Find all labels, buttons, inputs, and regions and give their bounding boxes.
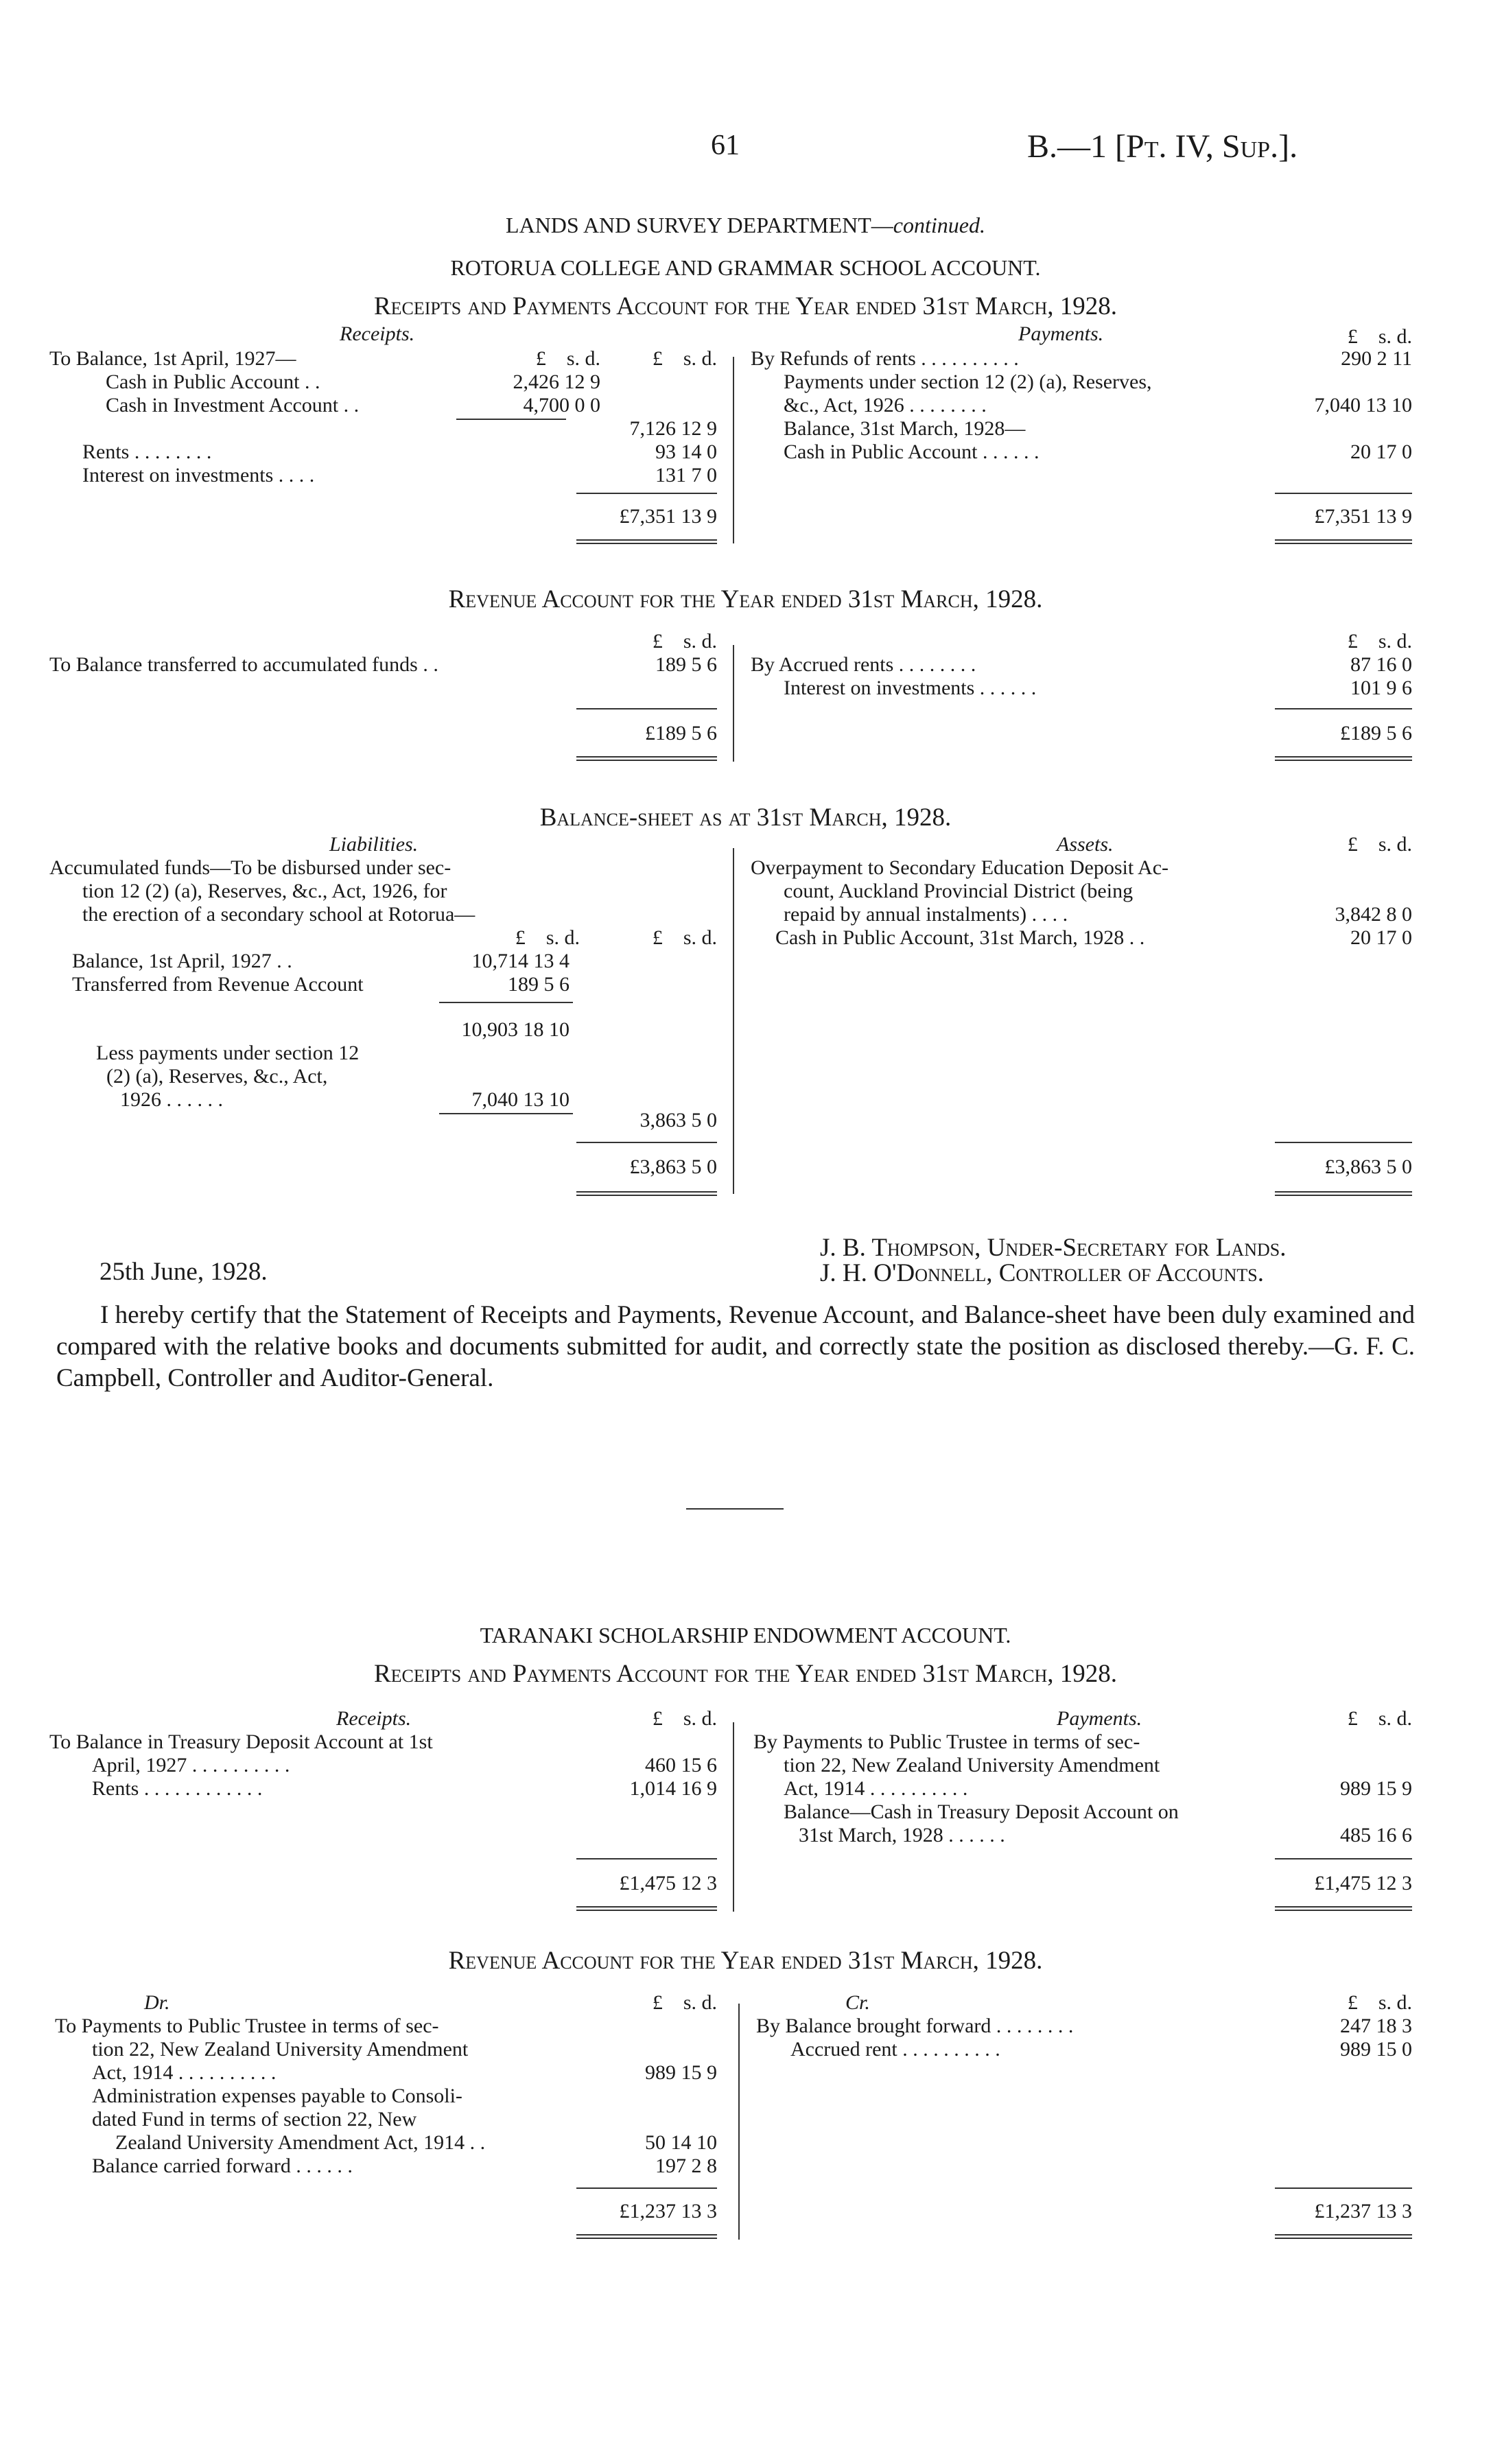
ledger-line: Zealand University Amendment Act, 1914 . . xyxy=(115,2131,486,2154)
ledger-line: To Balance transferred to accumulated funds . . xyxy=(49,653,438,676)
money-head xyxy=(583,1991,717,2015)
money-head xyxy=(583,630,717,653)
ledger-line: tion 12 (2) (a), Reserves, &c., Act, 1926, for xyxy=(82,880,447,902)
taranaki-account-title: TARANAKI SCHOLARSHIP ENDOWMENT ACCOUNT. xyxy=(480,1623,1011,1647)
ledger-line: Balance, 31st March, 1928— xyxy=(784,417,1026,440)
ledger-line: By Payments to Public Trustee in terms of sec- xyxy=(753,1730,1140,1753)
amount: 3,842 8 0 xyxy=(1335,903,1412,926)
section-divider xyxy=(686,1508,784,1510)
department-title-suffix: continued. xyxy=(893,213,985,237)
money-head xyxy=(1263,630,1412,653)
amount: 460 15 6 xyxy=(645,1754,717,1776)
ledger-line: count, Auckland Provincial District (being xyxy=(784,880,1134,902)
pence-head: d. xyxy=(701,630,717,653)
department-title-text: LANDS AND SURVEY DEPARTMENT— xyxy=(506,213,893,237)
ledger-line: the erection of a secondary school at Rotorua— xyxy=(82,903,476,926)
amount: 3,863 5 0 xyxy=(639,1109,717,1131)
total-left: £1,237 13 3 xyxy=(619,2200,717,2222)
amount: 20 17 0 xyxy=(1350,441,1412,463)
ledger-line: Rents . . . . . . . . . . . . xyxy=(92,1777,263,1800)
ledger-line: tion 22, New Zealand University Amendment xyxy=(92,2038,469,2061)
sub-money-head xyxy=(425,926,580,950)
signature-controller: J. H. O'Donnell, Controller of Accounts. xyxy=(820,1259,1264,1287)
shilling-head: s. xyxy=(545,926,559,949)
ledger-line: 1926 . . . . . . xyxy=(120,1088,223,1111)
ledger-line: Cash in Investment Account . . xyxy=(106,394,360,416)
pence-head: d. xyxy=(1396,1991,1412,2014)
signature-under-secretary: J. B. Thompson, Under-Secretary for Lands. xyxy=(820,1234,1287,1262)
ledger-line: To Balance, 1st April, 1927— xyxy=(49,347,296,370)
total-left: £189 5 6 xyxy=(645,722,717,744)
ledger-line: dated Fund in terms of section 22, New xyxy=(92,2108,417,2131)
amount: 989 15 9 xyxy=(645,2061,717,2084)
pound-head: £ xyxy=(1347,1991,1358,2014)
pence-head: d. xyxy=(1396,833,1412,856)
taranaki-rev-heading: Revenue Account for the Year ended 31st March, 1928. xyxy=(448,1947,1043,1975)
ledger-line: Payments under section 12 (2) (a), Reserves, xyxy=(784,371,1152,393)
ledger-line: 31st March, 1928 . . . . . . xyxy=(799,1824,1005,1846)
ledger-line: Balance—Cash in Treasury Deposit Account on xyxy=(784,1800,1179,1823)
ledger-line: Interest on investments . . . . . . xyxy=(784,677,1037,699)
money-head xyxy=(1263,833,1412,856)
amount: 290 2 11 xyxy=(1341,347,1412,370)
dr-label: Dr. xyxy=(144,1991,170,2014)
amount-money-head xyxy=(583,347,717,371)
audit-certificate: I hereby certify that the Statement of Receipts and Payments, Revenue Account, and Balance-sheet have been duly examined and compared with the relative books and documents submitted for audit, and correctly state the position as disclosed thereby.—G. F. C. Campbell, Controller and Auditor-General. xyxy=(56,1301,1415,1392)
document-reference: B.—1 [Pt. IV, Sup.]. xyxy=(1027,128,1298,165)
shilling-head: s. xyxy=(566,347,580,370)
shilling-head: s. xyxy=(1378,833,1392,856)
payments-label: Payments. xyxy=(1018,322,1104,345)
ledger-line: Interest on investments . . . . xyxy=(82,464,315,486)
shilling-head: s. xyxy=(683,926,696,949)
pound-head: £ xyxy=(652,926,663,949)
ledger-line: Overpayment to Secondary Education Deposit Ac- xyxy=(751,856,1169,879)
pound-head: £ xyxy=(1347,630,1358,653)
pound-head: £ xyxy=(652,1991,663,2014)
pence-head: d. xyxy=(585,347,600,370)
amount: 101 9 6 xyxy=(1350,677,1412,699)
total-left: £7,351 13 9 xyxy=(619,505,717,528)
sub-amount: 2,426 12 9 xyxy=(513,371,600,393)
ledger-line: Cash in Public Account . . . . . . xyxy=(784,441,1040,463)
rotorua-account-title: ROTORUA COLLEGE AND GRAMMAR SCHOOL ACCOUNT. xyxy=(450,255,1041,280)
ledger-line: repaid by annual instalments) . . . . xyxy=(784,903,1068,926)
total-right: £7,351 13 9 xyxy=(1314,505,1412,528)
amount: 485 16 6 xyxy=(1340,1824,1412,1846)
total-left: £3,863 5 0 xyxy=(629,1155,717,1178)
assets-label: Assets. xyxy=(1057,833,1114,856)
amount: 93 14 0 xyxy=(655,441,717,463)
amount: 189 5 6 xyxy=(655,653,717,676)
ledger-line: Accrued rent . . . . . . . . . . xyxy=(790,2038,1000,2061)
amount: 989 15 9 xyxy=(1340,1777,1412,1800)
rotorua-rp-heading: Receipts and Payments Account for the Year ended 31st March, 1928. xyxy=(373,292,1118,320)
ledger-line: April, 1927 . . . . . . . . . . xyxy=(92,1754,290,1776)
shilling-head: s. xyxy=(1378,1707,1392,1730)
ledger-line: Balance carried forward . . . . . . xyxy=(92,2155,353,2177)
ledger-line: Administration expenses payable to Consoli- xyxy=(92,2085,462,2107)
liabilities-label: Liabilities. xyxy=(329,833,419,856)
pence-head: d. xyxy=(564,926,580,949)
pound-head: £ xyxy=(1347,833,1358,856)
amount: 7,040 13 10 xyxy=(1314,394,1412,416)
department-title xyxy=(0,213,1491,238)
signature-date: 25th June, 1928. xyxy=(99,1258,268,1286)
receipts-label: Receipts. xyxy=(340,322,415,345)
total-left: £1,475 12 3 xyxy=(619,1872,717,1894)
ledger-line: Less payments under section 12 xyxy=(96,1042,360,1064)
money-head xyxy=(1263,1991,1412,2015)
amount: 197 2 8 xyxy=(655,2155,717,2177)
amount: 247 18 3 xyxy=(1340,2015,1412,2037)
receipts-label: Receipts. xyxy=(336,1707,412,1730)
amount: 20 17 0 xyxy=(1350,926,1412,949)
ledger-line: Balance, 1st April, 1927 . . xyxy=(72,950,292,972)
ledger-line: Transferred from Revenue Account xyxy=(72,973,364,996)
pound-head: £ xyxy=(1347,1707,1358,1730)
sub-amount: 189 5 6 xyxy=(508,973,570,996)
total-right: £1,475 12 3 xyxy=(1314,1872,1412,1894)
shilling-head: s. xyxy=(683,1991,696,2014)
sub-amount: 7,040 13 10 xyxy=(471,1088,570,1111)
shilling-head: s. xyxy=(683,347,696,370)
ledger-line: &c., Act, 1926 . . . . . . . . xyxy=(784,394,987,416)
amount-money-head xyxy=(583,926,717,950)
ledger-line: (2) (a), Reserves, &c., Act, xyxy=(106,1065,328,1088)
ledger-line: To Payments to Public Trustee in terms of sec- xyxy=(55,2015,439,2037)
ledger-line: tion 22, New Zealand University Amendment xyxy=(784,1754,1160,1776)
shilling-head: s. xyxy=(1378,630,1392,653)
pence-head: d. xyxy=(701,926,717,949)
ledger-line: By Refunds of rents . . . . . . . . . . xyxy=(751,347,1019,370)
pound-head: £ xyxy=(1347,325,1358,348)
pound-head: £ xyxy=(652,347,663,370)
pence-head: d. xyxy=(1396,1707,1412,1730)
shilling-head: s. xyxy=(683,630,696,653)
ledger-line: Cash in Public Account, 31st March, 1928 . . xyxy=(775,926,1145,949)
pence-head: d. xyxy=(1396,325,1412,348)
pence-head: d. xyxy=(1396,630,1412,653)
money-head xyxy=(1263,1707,1412,1730)
ledger-line: By Balance brought forward . . . . . . . . xyxy=(756,2015,1074,2037)
sub-amount: 4,700 0 0 xyxy=(523,394,600,416)
ledger-line: Accumulated funds—To be disbursed under sec- xyxy=(49,856,451,879)
money-head xyxy=(583,1707,717,1730)
ledger-line: Rents . . . . . . . . xyxy=(82,441,212,463)
pence-head: d. xyxy=(701,1991,717,2014)
pence-head: d. xyxy=(701,1707,717,1730)
amount: 131 7 0 xyxy=(655,464,717,486)
total-right: £1,237 13 3 xyxy=(1314,2200,1412,2222)
shilling-head: s. xyxy=(1378,1991,1392,2014)
pound-head: £ xyxy=(535,347,546,370)
rotorua-rev-heading: Revenue Account for the Year ended 31st March, 1928. xyxy=(448,585,1043,613)
sub-amount: 10,903 18 10 xyxy=(461,1018,570,1041)
shilling-head: s. xyxy=(1378,325,1392,348)
sub-amount: 10,714 13 4 xyxy=(471,950,570,972)
pound-head: £ xyxy=(652,630,663,653)
shilling-head: s. xyxy=(683,1707,696,1730)
ledger-line: Act, 1914 . . . . . . . . . . xyxy=(784,1777,968,1800)
total-right: £189 5 6 xyxy=(1340,722,1412,744)
ledger-line: Cash in Public Account . . xyxy=(106,371,320,393)
ledger-line: By Accrued rents . . . . . . . . xyxy=(751,653,976,676)
amount: 87 16 0 xyxy=(1350,653,1412,676)
taranaki-rp-heading: Receipts and Payments Account for the Year ended 31st March, 1928. xyxy=(373,1660,1118,1688)
amount: 7,126 12 9 xyxy=(629,417,717,440)
amount: 50 14 10 xyxy=(645,2131,717,2154)
total-right: £3,863 5 0 xyxy=(1324,1155,1412,1178)
page-number: 61 xyxy=(711,130,740,161)
cr-label: Cr. xyxy=(845,1991,870,2014)
right-money-head xyxy=(1263,325,1412,349)
pound-head: £ xyxy=(515,926,526,949)
ledger-line: Act, 1914 . . . . . . . . . . xyxy=(92,2061,277,2084)
amount: 1,014 16 9 xyxy=(629,1777,717,1800)
payments-label: Payments. xyxy=(1057,1707,1142,1730)
amount: 989 15 0 xyxy=(1340,2038,1412,2061)
rotorua-bs-heading: Balance-sheet as at 31st March, 1928. xyxy=(539,803,952,832)
pound-head: £ xyxy=(652,1707,663,1730)
ledger-line: To Balance in Treasury Deposit Account at 1st xyxy=(49,1730,433,1753)
pence-head: d. xyxy=(701,347,717,370)
sub-money-head xyxy=(425,347,600,371)
